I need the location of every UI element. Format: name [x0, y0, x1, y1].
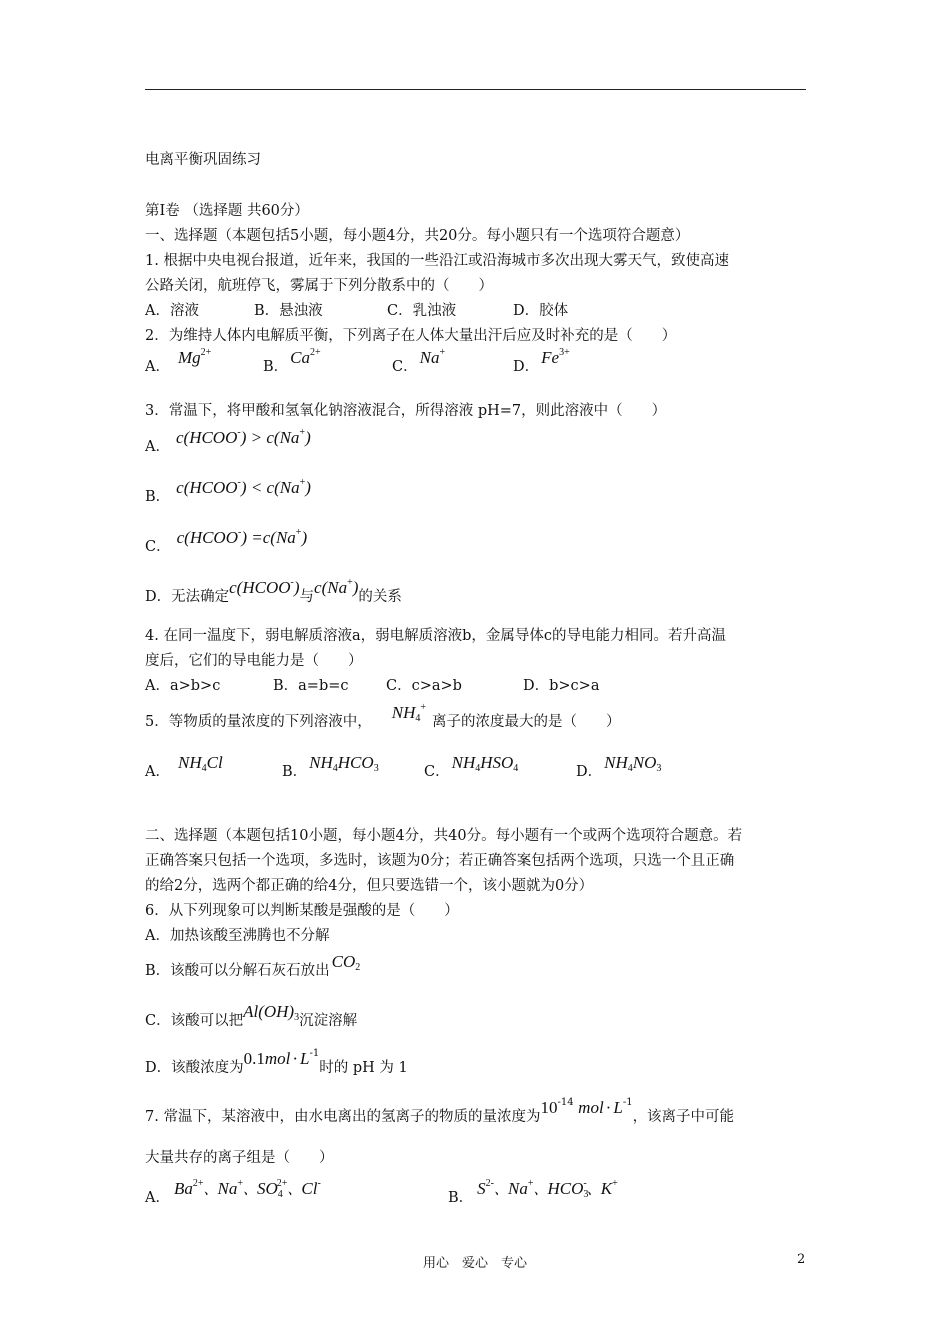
option-label: B．	[448, 1190, 474, 1206]
q5-formula-b	[309, 753, 379, 772]
option-label: C．	[145, 539, 171, 555]
q6-d-text-end: 时的 pH 为 1	[319, 1060, 408, 1076]
ion-subscript: 4	[332, 763, 338, 774]
paren-close: )	[240, 428, 247, 447]
option-label: A．	[145, 1190, 170, 1206]
ion-symbol: NH	[451, 753, 476, 772]
paren-close: )	[305, 428, 311, 447]
separator: 、	[203, 1183, 218, 1198]
option-label: D．	[145, 589, 172, 605]
anion-subscript: 3	[656, 763, 662, 774]
q2-option-a	[145, 347, 212, 377]
ion-charge: 3+	[559, 347, 570, 358]
volume-heading: 第Ⅰ卷 （选择题 共60分）	[145, 203, 309, 219]
section2-line2: 正确答案只包括一个选项，多选时，该题为0分；若正确答案包括两个选项，只选一个且正确	[145, 853, 735, 869]
q3-d-text: 无法确定	[171, 589, 230, 605]
option-label: B．	[145, 489, 171, 505]
q7-stem-line1	[145, 1097, 735, 1127]
q2-label-b: B．	[263, 359, 289, 375]
q3-formula-a	[176, 428, 311, 447]
section2-line3: 的给2分，选两个都正确的给4分，但只要选错一个，该小题就为0分）	[145, 878, 594, 894]
q2-option-d	[513, 347, 570, 377]
q6-c-text: C．该酸可以把	[145, 1013, 244, 1029]
conc-exponent: -14	[557, 1097, 574, 1108]
formula-rhs: c(Na	[266, 478, 300, 497]
formula: CO	[331, 952, 356, 971]
q6-c-formula	[243, 1002, 299, 1021]
q6-b-text: B．该酸可以分解石灰石放出	[145, 963, 330, 979]
ion-subscript: 4	[627, 763, 633, 774]
q2-label-c: C．	[392, 359, 418, 375]
section1-heading: 一、选择题（本题包括5小题，每小题4分，共20分。每小题只有一个选项符合题意）	[145, 228, 690, 244]
q6-d-text: D．该酸浓度为	[145, 1060, 244, 1076]
charge-plus: +	[295, 527, 302, 538]
ion-symbol: Mg	[177, 348, 201, 367]
q4-option-d: D．b>c>a	[523, 678, 600, 694]
q7-stem-part2: ，该离子中可能	[632, 1109, 735, 1125]
anion: NO	[632, 753, 657, 772]
charge-plus: +	[347, 577, 353, 588]
ion-subscript: 4	[201, 763, 207, 774]
q3-d-formula-hcoo	[229, 578, 299, 597]
option-label: A．	[145, 764, 170, 780]
anion-subscript: 3	[373, 763, 379, 774]
q7-stem-line2: 大量共存的离子组是（ ）	[145, 1150, 334, 1166]
q2-option-b	[263, 347, 321, 377]
conc-litre: L	[300, 1049, 310, 1068]
relation-operator: =	[251, 528, 263, 547]
q7-b-ions: $S^{2-}$、Na+、$HCO_3^-$、K+	[477, 1178, 618, 1200]
anion-subscript: 4	[513, 763, 519, 774]
charge-plus: +	[299, 427, 306, 438]
q2-ion-b	[290, 348, 320, 367]
ion-symbol: NH	[391, 703, 416, 722]
q6-b-formula	[332, 952, 361, 971]
formula-rhs: c(Na	[314, 578, 348, 597]
paren-close: )	[240, 478, 247, 497]
anion: HSO	[480, 753, 514, 772]
paren-close: )	[301, 528, 308, 547]
q4-option-c: C．c>a>b	[386, 678, 462, 694]
q3-formula-c	[177, 528, 308, 547]
q6-option-c	[145, 1002, 358, 1031]
ion-symbol: NH	[604, 753, 628, 772]
ion-symbol: NH	[309, 753, 333, 772]
formula-rhs: c(Na	[262, 528, 296, 547]
q2-label-a: A．	[145, 359, 170, 375]
q4-option-b: B．a=b=c	[273, 678, 349, 694]
q1-line1: 1. 根据中央电视台报道，近年来，我国的一些沿江或沿海城市多次出现大雾天气，致使高速	[145, 253, 729, 269]
charge-minus: -	[237, 427, 241, 438]
separator: 、	[287, 1183, 302, 1198]
formula-rhs: c(Na	[266, 428, 300, 447]
page-number: 2	[797, 1252, 806, 1267]
q2-ion-d	[541, 348, 570, 367]
conc-dot: ·	[292, 1049, 299, 1068]
conc-unit: mol	[264, 1049, 291, 1068]
ion-charge: 2+	[200, 347, 212, 358]
q2-option-c	[392, 347, 446, 377]
q4-line1: 4. 在同一温度下，弱电解质溶液a，弱电解质溶液b，金属导体c的导电能力相同。若升高温	[145, 628, 726, 644]
q6-option-a: A．加热该酸至沸腾也不分解	[145, 928, 330, 944]
charge-minus: -	[238, 527, 242, 538]
q3-stem: 3．常温下，将甲酸和氢氧化钠溶液混合，所得溶液 pH=7，则此溶液中（ ）	[145, 403, 667, 419]
ion-symbol: Fe	[541, 348, 560, 367]
option-label: B．	[282, 764, 308, 780]
q6-d-concentration	[243, 1048, 320, 1068]
q5-stem-part1: 5．等物质的量浓度的下列溶液中，	[145, 714, 372, 730]
ion-symbol: Na	[419, 348, 440, 367]
q3-option-a	[145, 427, 311, 457]
ion-subscript: 4	[475, 763, 481, 774]
anion: HCO	[337, 753, 374, 772]
formula-lhs: c(HCOO	[176, 528, 238, 547]
conc-exponent: -1	[309, 1048, 320, 1059]
separator: 、	[533, 1183, 548, 1198]
q1-option-b: B．悬浊液	[254, 303, 323, 319]
separator: 、	[586, 1183, 601, 1198]
formula-lhs: c(HCOO	[175, 428, 238, 447]
q2-ion-c	[420, 348, 445, 367]
ion-symbol: Ca	[290, 348, 310, 367]
paren-close: )	[305, 478, 311, 497]
relation-operator: <	[250, 478, 263, 497]
q2-label-d: D．	[513, 359, 540, 375]
q4-line2: 度后，它们的导电能力是（ ）	[145, 653, 363, 669]
q5-stem	[145, 702, 621, 732]
q5-option-b	[282, 753, 379, 782]
q5-option-a	[145, 753, 223, 782]
conc-number: 0.1	[243, 1049, 265, 1068]
q7-concentration: $10^{-14}$ mol · $L^{-1}$	[540, 1097, 633, 1117]
formula-subscript: 3	[294, 1012, 300, 1023]
charge-minus: -	[290, 577, 294, 588]
ion-charge: +	[439, 347, 446, 358]
paren-close: )	[293, 578, 300, 597]
q7-stem-part1: 7. 常温下，某溶液中，由水电离出的氢离子的物质的量浓度为	[145, 1109, 541, 1125]
q3-option-d	[145, 577, 402, 607]
q1-option-a: A．溶液	[145, 303, 199, 319]
q5-formula-a	[178, 753, 223, 772]
q2-stem: 2．为维持人体内电解质平衡，下列离子在人体大量出汗后应及时补充的是（ ）	[145, 328, 677, 344]
q3-formula-b	[176, 478, 311, 497]
ion-subscript: 4	[415, 713, 421, 724]
conc-unit: mol	[578, 1098, 604, 1117]
charge-minus: -	[237, 477, 241, 488]
option-label: C．	[424, 764, 450, 780]
q3-d-relation: 的关系	[358, 589, 402, 605]
q7-option-a	[145, 1178, 321, 1209]
formula-subscript: 2	[355, 962, 361, 973]
q3-option-c	[145, 527, 308, 557]
q5-ion	[392, 703, 426, 722]
q6-c-text-end: 沉淀溶解	[299, 1013, 358, 1029]
ion-symbol: NH	[177, 753, 202, 772]
q5-formula-c	[452, 753, 519, 772]
formula-lhs: c(HCOO	[176, 478, 238, 497]
q5-option-c	[424, 753, 519, 782]
conc-litre-exponent: -1	[622, 1097, 633, 1108]
q4-option-a: A．a>b>c	[145, 678, 221, 694]
ion-charge: +	[420, 702, 426, 713]
doc-title: 电离平衡巩固练习	[145, 152, 261, 168]
separator: 、	[494, 1183, 508, 1198]
paren-close: )	[241, 528, 248, 547]
q5-formula-d	[604, 753, 661, 772]
formula: Al(OH)	[243, 1002, 295, 1021]
charge-plus: +	[299, 477, 306, 488]
ion-charge: 2+	[310, 347, 321, 358]
conc-litre: L	[613, 1098, 623, 1117]
q1-line2: 公路关闭，航班停飞，雾属于下列分散系中的（ ）	[145, 278, 493, 294]
option-label: A．	[145, 439, 170, 455]
q7-option-b	[448, 1178, 618, 1209]
header-rule	[145, 89, 806, 90]
q3-d-and: 与	[299, 589, 315, 605]
q3-option-b	[145, 477, 311, 507]
q7-a-ions: $Ba^{2+}$、Na+、$SO_4^{2+}$、Cl-	[173, 1178, 321, 1200]
option-label: D．	[576, 764, 603, 780]
section2-line1: 二、选择题（本题包括10小题，每小题4分，共40分。每小题有一个或两个选项符合题意。若	[145, 828, 743, 844]
q5-stem-part2: 离子的浓度最大的是（ ）	[432, 714, 621, 730]
separator: 、	[243, 1183, 257, 1198]
page-footer: 用心 爱心 专心	[422, 1256, 527, 1271]
q6-option-d	[145, 1048, 408, 1078]
q3-d-formula-na	[314, 578, 358, 597]
formula-lhs: c(HCOO	[229, 578, 291, 597]
q6-stem: 6．从下列现象可以判断某酸是强酸的是（ ）	[145, 903, 459, 919]
q1-option-c: C．乳浊液	[387, 303, 457, 319]
anion: Cl	[206, 753, 223, 772]
relation-operator: >	[250, 428, 263, 447]
q2-ion-a	[178, 348, 211, 367]
q1-option-d: D．胶体	[513, 303, 569, 319]
paren-close: )	[352, 578, 359, 597]
q5-option-d	[576, 753, 662, 782]
q6-option-b	[145, 952, 361, 981]
conc-number: 10	[540, 1098, 558, 1117]
